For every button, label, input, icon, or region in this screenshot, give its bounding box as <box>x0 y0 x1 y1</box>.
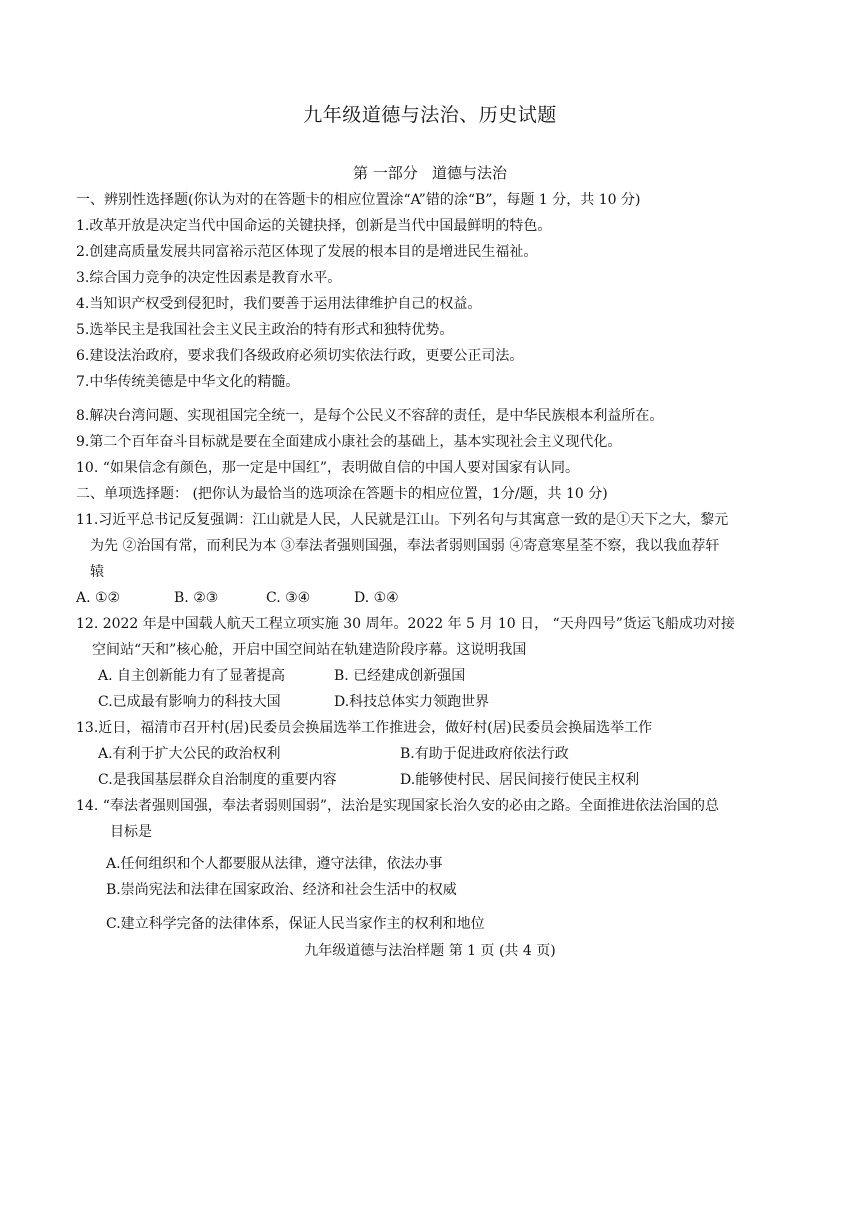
question-item: 9.第二个百年奋斗目标就是要在全面建成小康社会的基础上，基本实现社会主义现代化。 <box>76 434 622 450</box>
question-11-text: 11.习近平总书记反复强调：江山就是人民，人民就是江山。下列名句与其寓意一致的是①天下之大，黎元 <box>76 512 729 528</box>
option-b: B.崇尚宪法和法律在国家政治、经济和社会生活中的权威 <box>106 882 457 898</box>
question-item: 1.改革开放是决定当代中国命运的关键抉择，创新是当代中国最鲜明的特色。 <box>76 218 552 234</box>
question-13-options <box>98 744 778 764</box>
question-item: 6.建设法治政府，要求我们各级政府必须切实依法行政，更要公正司法。 <box>76 348 524 364</box>
question-14-text: 目标是 <box>110 824 152 840</box>
question-12-options <box>98 666 698 686</box>
option-a: A.任何组织和个人都要服从法律，遵守法律，依法办事 <box>106 856 443 872</box>
question-11-options <box>76 588 576 608</box>
page-title: 九年级道德与法治、历史试题 <box>303 104 557 126</box>
option-a: A. ①② <box>76 590 121 606</box>
question-item: 4.当知识产权受到侵犯时，我们要善于运用法律维护自己的权益。 <box>76 296 482 312</box>
question-12-text: 空间站“天和”核心舱，开启中国空间站在轨建造阶段序幕。这说明我国 <box>92 642 527 658</box>
question-14-text: 14. “奉法者强则国强，奉法者弱则国弱”，法治是实现国家长治久安的必由之路。全面推进依法治国的总 <box>76 798 720 814</box>
option-a: A.有利于扩大公民的政治权利 <box>98 746 281 762</box>
question-12-options <box>98 692 698 712</box>
option-a: A. 自主创新能力有了显著提高 <box>98 668 286 684</box>
question-item: 3.综合国力竞争的决定性因素是教育水平。 <box>76 270 342 286</box>
option-c: C.是我国基层群众自治制度的重要内容 <box>98 772 337 788</box>
question-13-options <box>98 770 778 790</box>
option-c: C.建立科学完备的法律体系，保证人民当家作主的权利和地位 <box>106 916 485 932</box>
option-d: D.科技总体实力领跑世界 <box>334 694 490 710</box>
question-item: 7.中华传统美德是中华文化的精髓。 <box>76 374 300 390</box>
option-d: D.能够使村民、居民间接行使民主权利 <box>400 772 640 788</box>
option-d: D. ①④ <box>354 590 399 606</box>
option-b: B.有助于促进政府依法行政 <box>400 746 569 762</box>
question-12-text: 12. 2022 年是中国载人航天工程立项实施 30 周年。2022 年 5 月 10 日， “天舟四号”货运飞船成功对接 <box>76 616 735 632</box>
question-13-text: 13.近日，福清市召开村(居)民委员会换届选举工作推进会，做好村(居)民委员会换届选举工作 <box>76 720 653 736</box>
question-item: 2.创建高质量发展共同富裕示范区体现了发展的根本目的是增进民生福祉。 <box>76 244 538 260</box>
part-title: 第 一部分 道德与法治 <box>352 164 508 182</box>
question-item: 10. “如果信念有颜色，那一定是中国红”，表明做自信的中国人要对国家有认同。 <box>76 460 580 476</box>
option-c: C. ③④ <box>266 590 311 606</box>
option-c: C.已成最有影响力的科技大国 <box>98 694 281 710</box>
question-11-text: 为先 ②治国有常，而利民为本 ③奉法者强则国强，奉法者弱则国弱 ④寄意寒星荃不察，我以我血荐轩 <box>90 538 720 554</box>
section2-heading: 二、单项选择题： (把你认为最恰当的选项涂在答题卡的相应位置，1分/题，共 10 分) <box>76 486 608 502</box>
option-b: B. ②③ <box>174 590 219 606</box>
section1-heading: 一、辨别性选择题(你认为对的在答题卡的相应位置涂“A”错的涂“B”，每题 1 分，共 10 分) <box>76 192 641 208</box>
question-item: 5.选举民主是我国社会主义民主政治的特有形式和独特优势。 <box>76 322 454 338</box>
page-footer: 九年级道德与法治样题 第 1 页 (共 4 页) <box>304 943 556 959</box>
question-item: 8.解决台湾问题、实现祖国完全统一，是每个公民义不容辞的责任，是中华民族根本利益所在。 <box>76 408 664 424</box>
option-b: B. 已经建成创新强国 <box>334 668 466 684</box>
question-11-text: 辕 <box>90 564 104 580</box>
